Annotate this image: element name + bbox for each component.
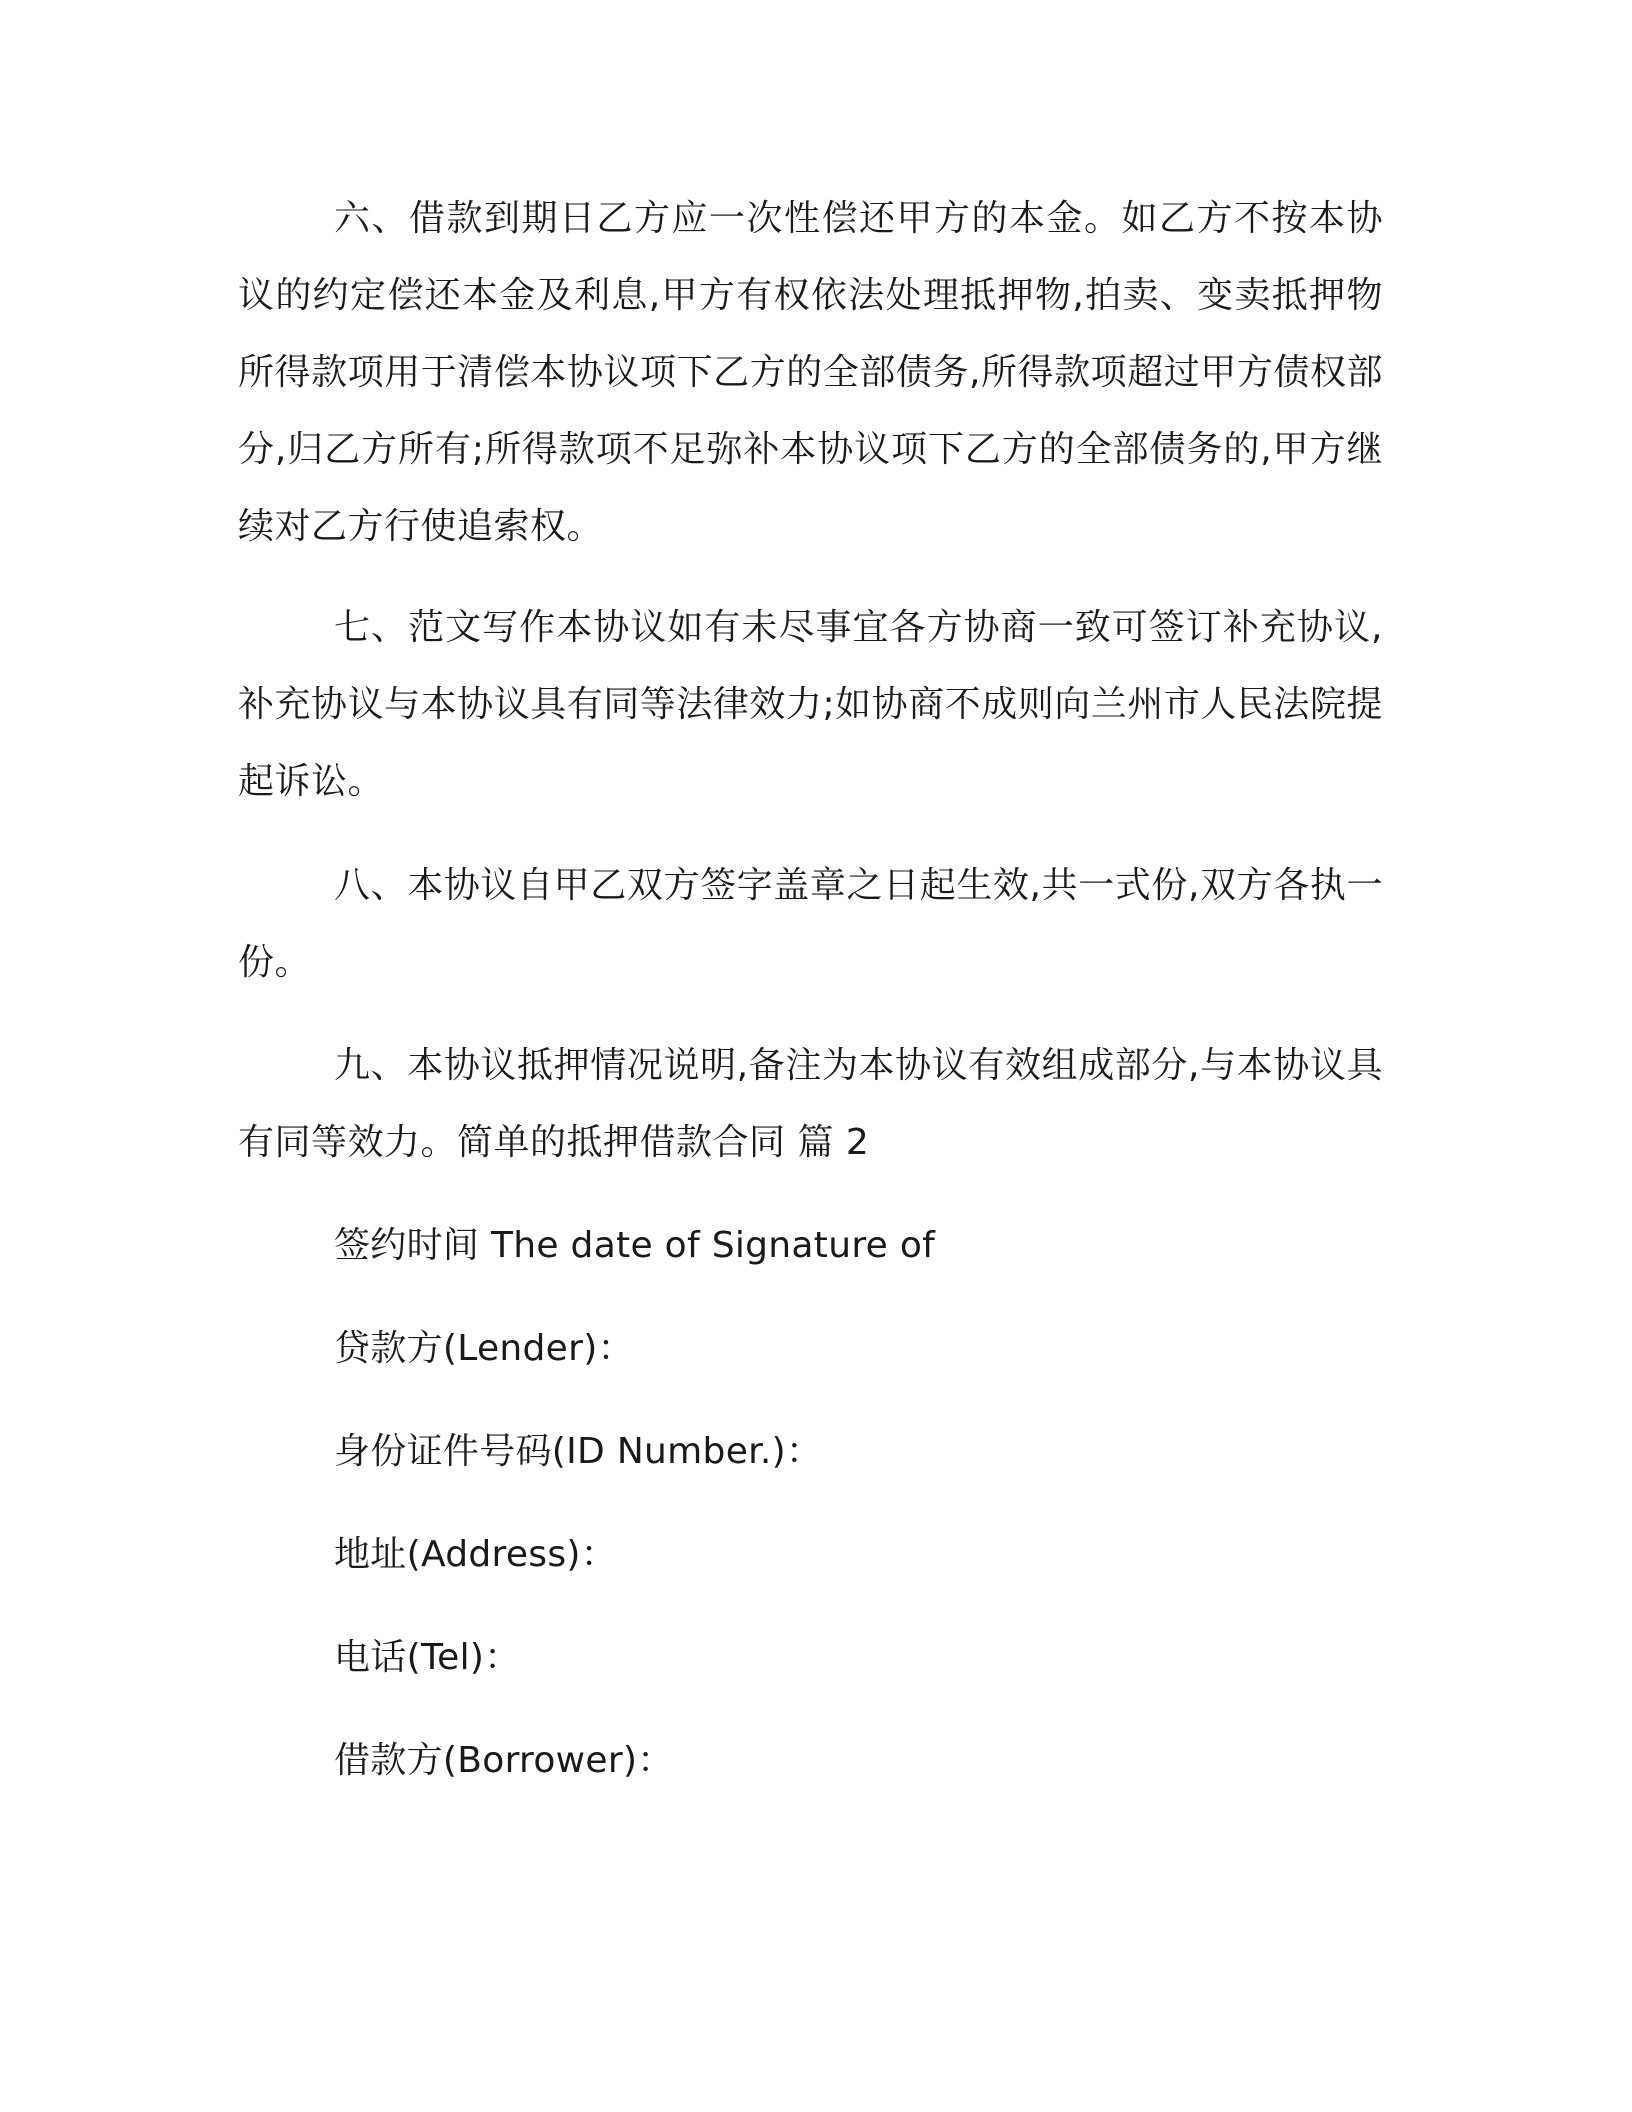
borrower-field: 借款方(Borrower)： [334, 1740, 674, 1781]
clause-six-paragraph: 六、借款到期日乙方应一次性偿还甲方的本金。如乙方不按本协议的约定偿还本金及利息,甲方有权依法处理抵押物,拍卖、变卖抵押物所得款项用于清偿本协议项下乙方的全部债务,所得款项超过甲方债权部分,归乙方所有;所得款项不足弥补本协议项下乙方的全部债务的,甲方继续对乙方行使追索权。 [238, 198, 1383, 547]
lender-field: 贷款方(Lender)： [334, 1328, 634, 1369]
tel-field: 电话(Tel)： [334, 1637, 521, 1678]
clause-seven-paragraph: 七、范文写作本协议如有未尽事宜各方协商一致可签订补充协议,补充协议与本协议具有同等法律效力;如协商不成则向兰州市人民法院提起诉讼。 [238, 607, 1383, 802]
id-number-field: 身份证件号码(ID Number.)： [334, 1431, 823, 1472]
address-field: 地址(Address)： [334, 1534, 618, 1575]
signature-date-field: 签约时间 The date of Signature of [334, 1225, 936, 1266]
clause-nine-paragraph: 九、本协议抵押情况说明,备注为本协议有效组成部分,与本协议具有同等效力。简单的抵押借款合同 篇 2 [238, 1045, 1383, 1163]
clause-eight-paragraph: 八、本协议自甲乙双方签字盖章之日起生效,共一式份,双方各执一份。 [238, 865, 1383, 983]
